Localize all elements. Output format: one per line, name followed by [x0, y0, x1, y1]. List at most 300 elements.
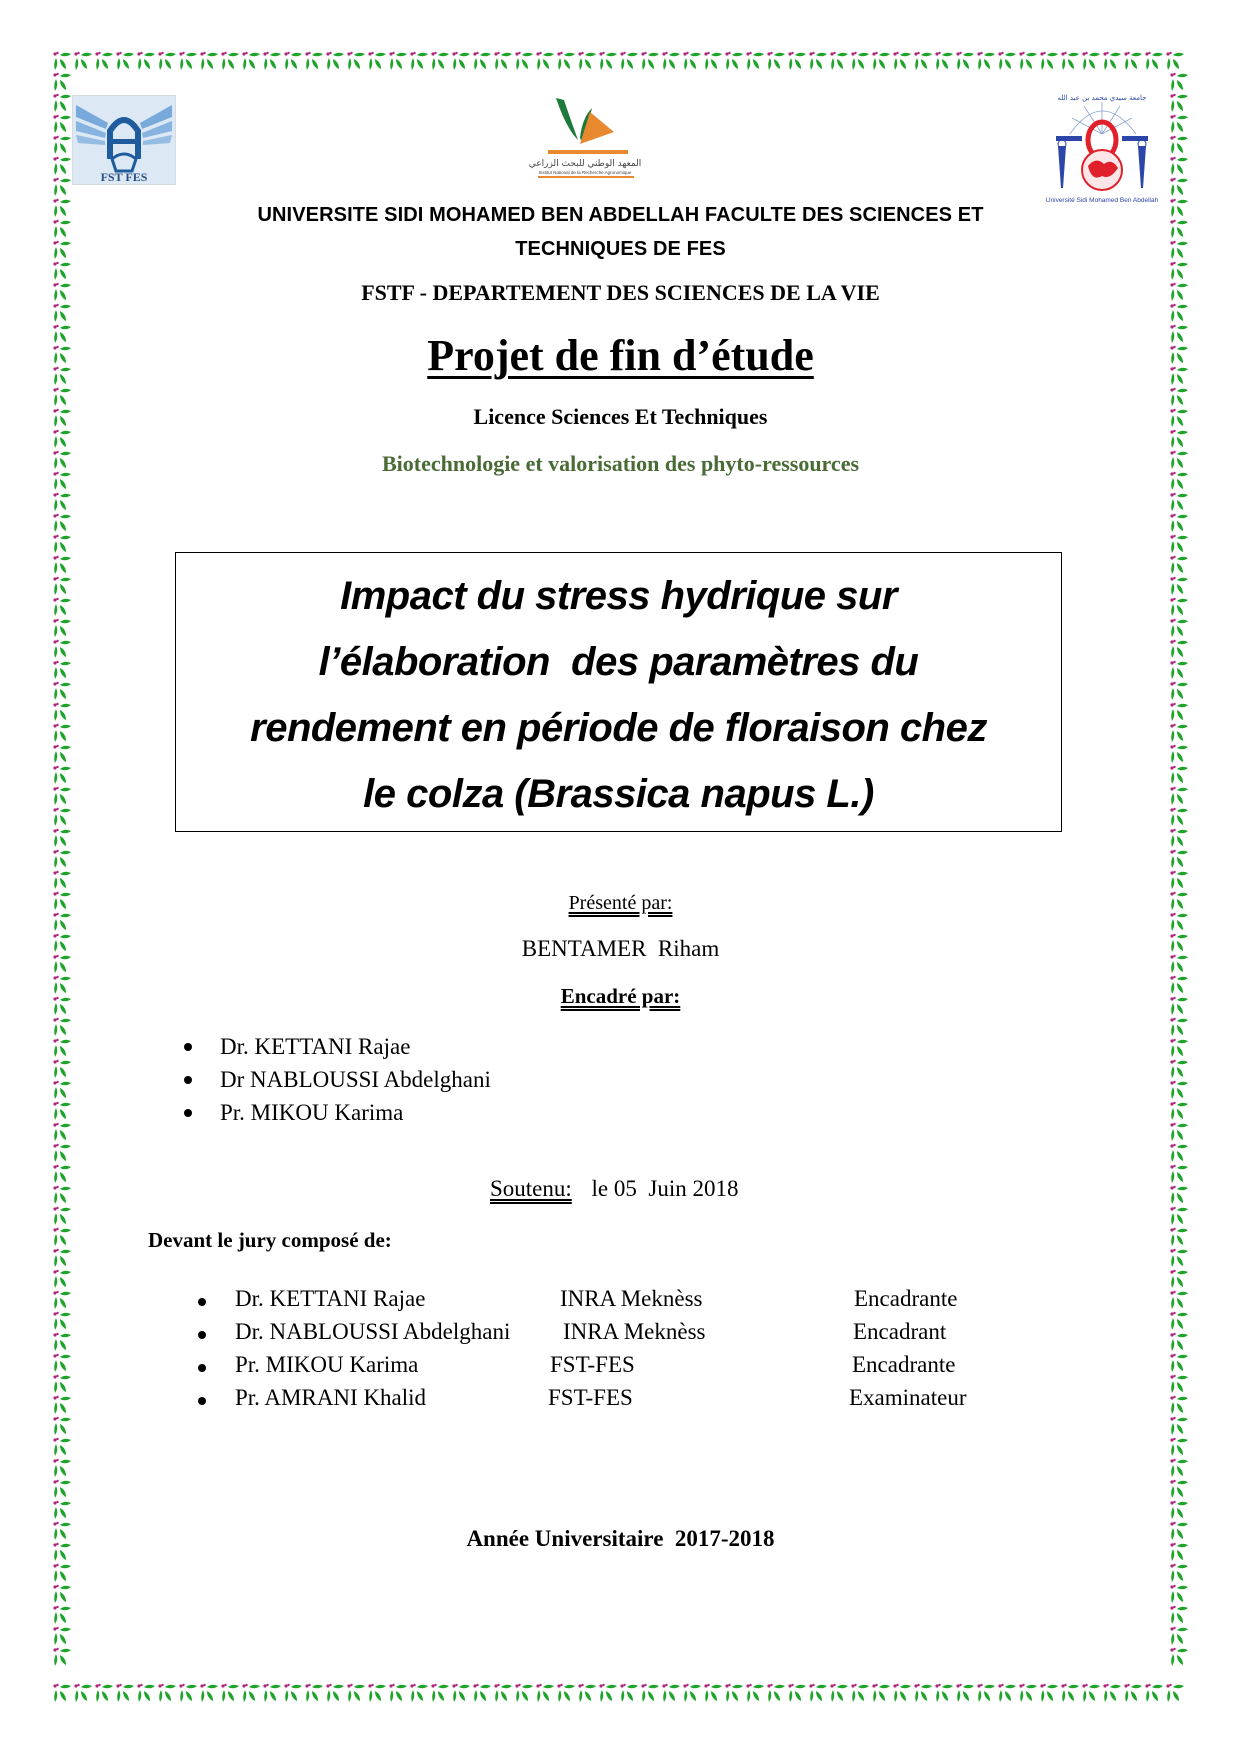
holly-icon [1169, 1017, 1190, 1038]
holly-icon [1169, 1353, 1190, 1374]
holly-icon [1169, 744, 1190, 765]
holly-icon [1169, 1206, 1190, 1227]
holly-icon [94, 1683, 115, 1704]
holly-icon [52, 177, 73, 198]
holly-icon [52, 555, 73, 576]
holly-icon [52, 723, 73, 744]
holly-icon [1169, 1395, 1190, 1416]
holly-icon [52, 1584, 73, 1605]
holly-icon [52, 1185, 73, 1206]
holly-icon [871, 51, 892, 72]
holly-icon [199, 1683, 220, 1704]
holly-border-left [52, 72, 73, 1668]
holly-icon [52, 1605, 73, 1626]
holly-icon [52, 786, 73, 807]
holly-icon [430, 1683, 451, 1704]
holly-icon [1039, 51, 1060, 72]
bullet-icon [198, 1364, 206, 1372]
jury-row [198, 1385, 1098, 1418]
thesis-title-box [175, 552, 1062, 832]
holly-icon [1169, 135, 1190, 156]
holly-icon [52, 765, 73, 786]
holly-icon [598, 1683, 619, 1704]
holly-icon [955, 51, 976, 72]
holly-icon [997, 51, 1018, 72]
fst-fes-caption: FST FES [100, 170, 148, 184]
holly-icon [913, 51, 934, 72]
holly-icon [1169, 1185, 1190, 1206]
bullet-icon [184, 1043, 192, 1051]
holly-icon [1169, 114, 1190, 135]
holly-icon [892, 51, 913, 72]
holly-border-top [52, 51, 1186, 72]
holly-icon [283, 51, 304, 72]
holly-icon [577, 1683, 598, 1704]
holly-icon [52, 1437, 73, 1458]
holly-icon [52, 1500, 73, 1521]
holly-icon [178, 1683, 199, 1704]
holly-icon [52, 1353, 73, 1374]
jury-member-role: Examinateur [849, 1385, 967, 1410]
holly-icon [52, 1185, 73, 1206]
holly-icon [1169, 1206, 1190, 1227]
holly-icon [1081, 1683, 1102, 1704]
holly-icon [52, 1164, 73, 1185]
holly-icon [1039, 1683, 1060, 1704]
holly-icon [1123, 51, 1144, 72]
holly-icon [472, 51, 493, 72]
holly-icon [262, 51, 283, 72]
holly-icon [388, 51, 409, 72]
holly-icon [136, 51, 157, 72]
holly-icon [745, 1683, 766, 1704]
holly-icon [1169, 1290, 1190, 1311]
holly-icon [52, 828, 73, 849]
holly-icon [346, 1683, 367, 1704]
holly-icon [1169, 1332, 1190, 1353]
holly-icon [52, 807, 73, 828]
holly-icon [1169, 1122, 1190, 1143]
holly-icon [52, 114, 73, 135]
holly-icon [220, 51, 241, 72]
holly-icon [52, 849, 73, 870]
holly-icon [52, 1395, 73, 1416]
usmba-caption: Université Sidi Mohamed Ben Abdellah [1045, 197, 1159, 204]
holly-icon [535, 1683, 556, 1704]
holly-icon [94, 51, 115, 72]
holly-icon [619, 1683, 640, 1704]
holly-icon [535, 1683, 556, 1704]
holly-icon [892, 1683, 913, 1704]
holly-icon [1169, 1353, 1190, 1374]
holly-icon [115, 1683, 136, 1704]
holly-icon [1169, 1059, 1190, 1080]
holly-icon [52, 1374, 73, 1395]
department-name: FSTF - DEPARTEMENT DES SCIENCES DE LA VIE [361, 280, 880, 305]
holly-icon [52, 1080, 73, 1101]
holly-icon [871, 1683, 892, 1704]
holly-icon [724, 51, 745, 72]
holly-icon [808, 1683, 829, 1704]
holly-icon [1018, 51, 1039, 72]
holly-icon [52, 135, 73, 156]
holly-icon [787, 1683, 808, 1704]
holly-icon [1169, 1101, 1190, 1122]
jury-row [198, 1286, 1098, 1319]
holly-icon [52, 1290, 73, 1311]
holly-icon [1123, 51, 1144, 72]
holly-icon [52, 1059, 73, 1080]
holly-icon [976, 1683, 997, 1704]
holly-icon [1102, 1683, 1123, 1704]
holly-icon [1169, 639, 1190, 660]
holly-icon [1169, 1458, 1190, 1479]
holly-icon [1169, 597, 1190, 618]
holly-icon [808, 1683, 829, 1704]
holly-border-bottom [52, 1683, 1186, 1704]
jury-row [198, 1319, 1098, 1352]
holly-icon [661, 1683, 682, 1704]
holly-icon [409, 51, 430, 72]
holly-icon [52, 72, 73, 93]
holly-icon [52, 72, 73, 93]
holly-icon [1169, 702, 1190, 723]
holly-icon [388, 51, 409, 72]
holly-icon [115, 1683, 136, 1704]
holly-icon [367, 51, 388, 72]
holly-icon [493, 1683, 514, 1704]
holly-icon [913, 1683, 934, 1704]
holly-icon [682, 1683, 703, 1704]
holly-icon [241, 51, 262, 72]
holly-icon [766, 51, 787, 72]
holly-icon [52, 1227, 73, 1248]
holly-icon [325, 1683, 346, 1704]
holly-icon [703, 1683, 724, 1704]
holly-icon [1169, 177, 1190, 198]
holly-icon [640, 1683, 661, 1704]
holly-icon [409, 1683, 430, 1704]
holly-icon [913, 1683, 934, 1704]
holly-icon [52, 156, 73, 177]
thesis-title-line: rendement en période de floraison chez [250, 706, 987, 750]
holly-icon [157, 1683, 178, 1704]
holly-icon [346, 1683, 367, 1704]
holly-icon [577, 51, 598, 72]
holly-icon [52, 576, 73, 597]
holly-icon [766, 1683, 787, 1704]
holly-icon [871, 1683, 892, 1704]
holly-icon [619, 51, 640, 72]
holly-icon [304, 51, 325, 72]
holly-icon [52, 1080, 73, 1101]
holly-icon [52, 534, 73, 555]
holly-icon [976, 1683, 997, 1704]
holly-border-right [1169, 72, 1190, 1668]
holly-icon [1169, 1500, 1190, 1521]
holly-icon [556, 1683, 577, 1704]
holly-icon [661, 51, 682, 72]
holly-icon [52, 807, 73, 828]
holly-icon [871, 51, 892, 72]
holly-icon [619, 1683, 640, 1704]
holly-icon [52, 513, 73, 534]
academic-year: Année Universitaire 2017-2018 [466, 1526, 775, 1551]
holly-icon [283, 1683, 304, 1704]
holly-icon [1169, 1185, 1190, 1206]
holly-icon [703, 51, 724, 72]
holly-icon [514, 51, 535, 72]
university-line-1: UNIVERSITE SIDI MOHAMED BEN ABDELLAH FACULTE DES SCIENCES ET [257, 204, 984, 226]
holly-icon [1169, 618, 1190, 639]
holly-icon [1169, 1269, 1190, 1290]
holly-icon [52, 1563, 73, 1584]
holly-icon [178, 51, 199, 72]
holly-icon [493, 51, 514, 72]
holly-icon [1169, 870, 1190, 891]
defense-date: le 05 Juin 2018 [591, 1176, 739, 1201]
holly-icon [1060, 51, 1081, 72]
holly-icon [52, 1479, 73, 1500]
thesis-title [176, 563, 1061, 827]
holly-icon [157, 51, 178, 72]
holly-icon [52, 1038, 73, 1059]
holly-icon [1169, 1038, 1190, 1059]
thesis-title-line: l’élaboration des paramètres du [318, 640, 919, 684]
holly-icon [892, 51, 913, 72]
holly-icon [1169, 1605, 1190, 1626]
holly-icon [115, 51, 136, 72]
holly-icon [1169, 1080, 1190, 1101]
specialty-label: Biotechnologie et valorisation des phyto-ressources [381, 451, 860, 476]
holly-icon [1169, 1038, 1190, 1059]
holly-icon [514, 1683, 535, 1704]
holly-icon [52, 639, 73, 660]
jury-member-institution: INRA Meknèss [563, 1319, 706, 1344]
holly-icon [682, 1683, 703, 1704]
holly-icon [1169, 723, 1190, 744]
holly-icon [1169, 1374, 1190, 1395]
holly-icon [52, 492, 73, 513]
holly-icon [52, 1122, 73, 1143]
holly-icon [52, 1164, 73, 1185]
holly-icon [52, 492, 73, 513]
holly-icon [1165, 1683, 1186, 1704]
holly-icon [1169, 912, 1190, 933]
holly-icon [1169, 1080, 1190, 1101]
holly-icon [52, 1269, 73, 1290]
bullet-icon [184, 1076, 192, 1084]
holly-icon [1169, 72, 1190, 93]
holly-icon [535, 51, 556, 72]
holly-icon [283, 51, 304, 72]
holly-icon [52, 1290, 73, 1311]
holly-icon [52, 1059, 73, 1080]
holly-icon [52, 1458, 73, 1479]
holly-icon [1169, 1269, 1190, 1290]
jury-row [198, 1352, 1098, 1385]
student-name: BENTAMER Riham [521, 936, 720, 961]
holly-icon [1165, 51, 1186, 72]
supervised-by-label: Encadré par: [560, 984, 681, 1008]
holly-icon [577, 51, 598, 72]
holly-icon [52, 639, 73, 660]
holly-icon [325, 51, 346, 72]
holly-icon [388, 1683, 409, 1704]
holly-icon [1169, 1248, 1190, 1269]
holly-icon [1169, 744, 1190, 765]
supervised-by-wrapper [0, 984, 1241, 1009]
holly-icon [808, 51, 829, 72]
university-line-2: TECHNIQUES DE FES [515, 238, 726, 260]
holly-icon [1169, 177, 1190, 198]
holly-icon [1169, 807, 1190, 828]
holly-icon [52, 702, 73, 723]
holly-icon [1169, 576, 1190, 597]
holly-icon [472, 1683, 493, 1704]
holly-icon [934, 1683, 955, 1704]
holly-icon [52, 618, 73, 639]
holly-icon [52, 1248, 73, 1269]
jury-heading: Devant le jury composé de: [148, 1228, 392, 1252]
holly-icon [514, 51, 535, 72]
holly-icon [850, 51, 871, 72]
jury-member-role: Encadrante [854, 1286, 958, 1311]
holly-icon [598, 1683, 619, 1704]
holly-icon [1169, 1416, 1190, 1437]
holly-icon [1039, 1683, 1060, 1704]
holly-icon [325, 51, 346, 72]
holly-icon [73, 1683, 94, 1704]
holly-icon [598, 51, 619, 72]
holly-icon [1169, 786, 1190, 807]
holly-icon [52, 1647, 73, 1668]
holly-icon [1169, 1143, 1190, 1164]
holly-icon [1165, 1683, 1186, 1704]
holly-icon [52, 135, 73, 156]
holly-icon [556, 51, 577, 72]
holly-icon [1102, 51, 1123, 72]
holly-icon [52, 744, 73, 765]
holly-icon [367, 1683, 388, 1704]
bullet-icon [198, 1397, 206, 1405]
holly-icon [661, 51, 682, 72]
holly-icon [52, 1311, 73, 1332]
holly-icon [52, 786, 73, 807]
holly-icon [52, 681, 73, 702]
holly-icon [1169, 849, 1190, 870]
holly-icon [1018, 1683, 1039, 1704]
holly-icon [1165, 51, 1186, 72]
holly-icon [52, 912, 73, 933]
holly-icon [52, 702, 73, 723]
holly-icon [262, 51, 283, 72]
holly-icon [1169, 492, 1190, 513]
holly-icon [199, 1683, 220, 1704]
university-name [0, 198, 1241, 266]
holly-icon [52, 1017, 73, 1038]
holly-icon [94, 51, 115, 72]
jury-member-institution: FST-FES [550, 1352, 635, 1377]
holly-icon [1169, 702, 1190, 723]
holly-icon [1169, 1311, 1190, 1332]
holly-icon [283, 1683, 304, 1704]
holly-icon [913, 51, 934, 72]
holly-icon [52, 870, 73, 891]
holly-icon [997, 1683, 1018, 1704]
holly-icon [199, 51, 220, 72]
holly-icon [1144, 51, 1165, 72]
holly-icon [325, 1683, 346, 1704]
holly-icon [955, 1683, 976, 1704]
holly-icon [787, 51, 808, 72]
holly-icon [52, 1500, 73, 1521]
holly-icon [535, 51, 556, 72]
holly-icon [430, 51, 451, 72]
holly-icon [1081, 51, 1102, 72]
jury-member-role: Encadrante [852, 1352, 956, 1377]
inra-logo [518, 88, 652, 180]
holly-icon [367, 51, 388, 72]
holly-icon [52, 114, 73, 135]
holly-icon [934, 1683, 955, 1704]
holly-icon [703, 1683, 724, 1704]
holly-icon [850, 1683, 871, 1704]
jury-member-institution: FST-FES [548, 1385, 633, 1410]
holly-icon [178, 1683, 199, 1704]
inra-caption: Institut National de la Recherche Agronomique [538, 170, 632, 175]
holly-icon [52, 303, 73, 324]
holly-icon [493, 1683, 514, 1704]
holly-icon [829, 1683, 850, 1704]
holly-icon [1169, 1458, 1190, 1479]
holly-icon [745, 1683, 766, 1704]
holly-icon [1169, 1395, 1190, 1416]
holly-icon [52, 93, 73, 114]
holly-icon [1169, 1164, 1190, 1185]
holly-icon [1169, 576, 1190, 597]
holly-icon [1169, 513, 1190, 534]
holly-icon [1169, 492, 1190, 513]
holly-icon [1169, 618, 1190, 639]
jury-member-role: Encadrant [853, 1319, 947, 1344]
holly-icon [850, 1683, 871, 1704]
holly-icon [640, 51, 661, 72]
holly-icon [1169, 828, 1190, 849]
holly-icon [1169, 114, 1190, 135]
holly-icon [808, 51, 829, 72]
holly-icon [1169, 1626, 1190, 1647]
holly-icon [52, 1437, 73, 1458]
holly-icon [52, 1143, 73, 1164]
document-type-heading: Projet de fin d’étude [427, 331, 814, 380]
holly-icon [1123, 1683, 1144, 1704]
holly-icon [52, 1458, 73, 1479]
holly-icon [115, 51, 136, 72]
holly-icon [1144, 1683, 1165, 1704]
holly-icon [430, 51, 451, 72]
jury-member-name: Dr. NABLOUSSI Abdelghani [235, 1319, 511, 1344]
holly-icon [1169, 660, 1190, 681]
holly-icon [997, 1683, 1018, 1704]
doc-type-wrapper [0, 330, 1241, 381]
bullet-icon [198, 1298, 206, 1306]
holly-icon [1169, 1332, 1190, 1353]
holly-icon [52, 51, 73, 72]
holly-icon [1169, 303, 1190, 324]
holly-icon [1169, 1500, 1190, 1521]
bullet-icon [198, 1331, 206, 1339]
